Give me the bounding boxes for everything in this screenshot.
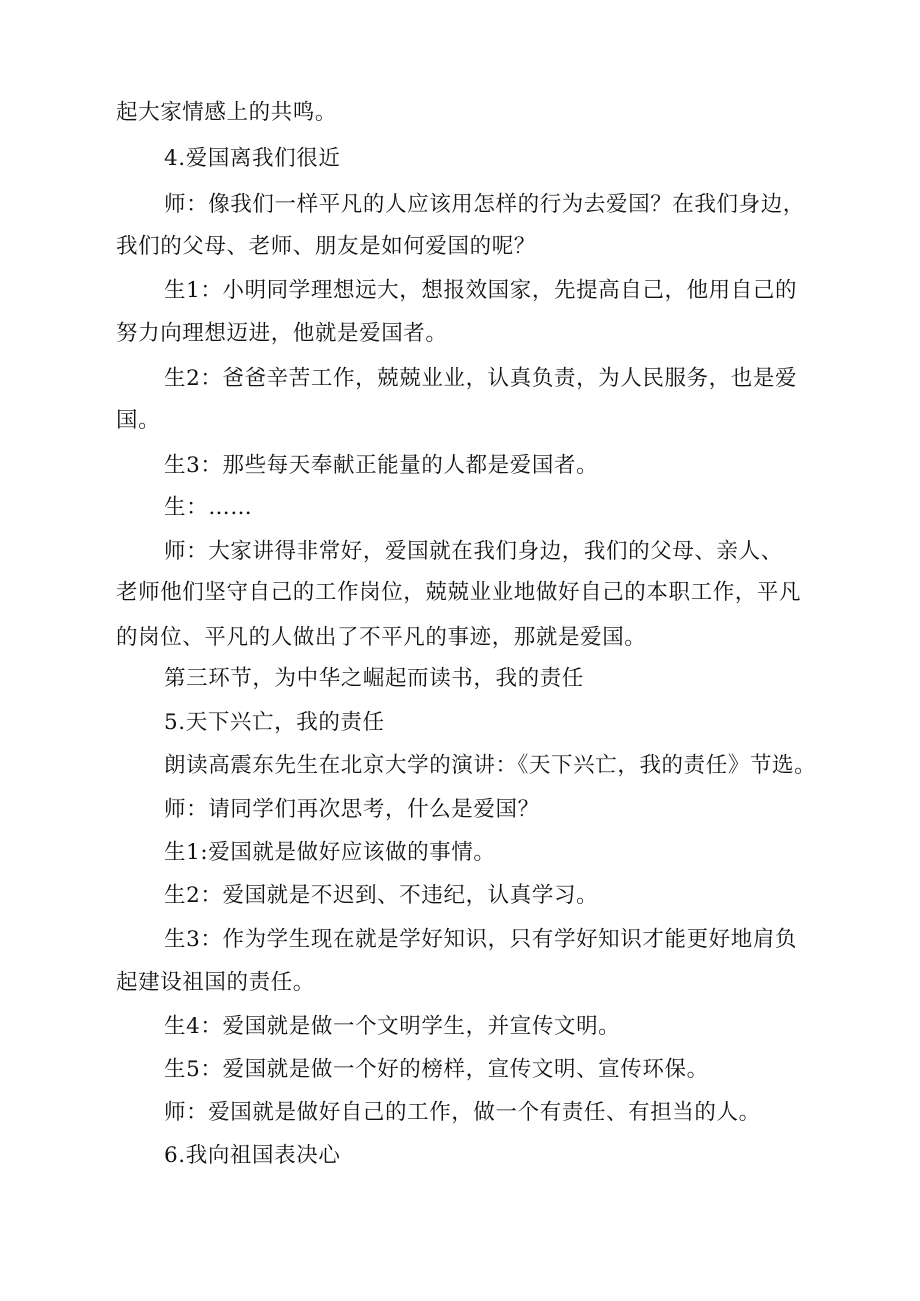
text-line: 起建设祖国的责任。: [116, 970, 315, 995]
text-line: 我们的父母、老师、朋友是如何爱国的呢？: [116, 234, 536, 259]
text-line: 生1：小明同学理想远大，想报效国家，先提高自己，他用自己的: [164, 278, 798, 303]
section-heading: 6.我向祖国表决心: [164, 1143, 341, 1168]
text-line: 生3：作为学生现在就是学好知识，只有学好知识才能更好地肩负: [164, 927, 798, 952]
text-line: 师：爱国就是做好自己的工作，做一个有责任、有担当的人。: [164, 1100, 761, 1125]
text-line: 努力向理想迈进，他就是爱国者。: [116, 321, 448, 346]
section-heading: 4.爱国离我们很近: [164, 146, 341, 171]
text-line: 生3：那些每天奉献正能量的人都是爱国者。: [164, 453, 599, 478]
text-line: 师：像我们一样平凡的人应该用怎样的行为去爱国？在我们身边，: [164, 192, 805, 217]
text-line: 生：……: [164, 495, 253, 520]
text-line: 生1:爱国就是做好应该做的事情。: [164, 840, 496, 865]
text-line: 老师他们坚守自己的工作岗位，兢兢业业地做好自己的本职工作，平凡: [116, 580, 802, 605]
text-line: 起大家情感上的共鸣。: [116, 100, 338, 125]
text-line: 国。: [116, 408, 161, 433]
text-line: 生2：爱国就是不迟到、不违纪，认真学习。: [164, 883, 599, 908]
section-heading: 第三环节，为中华之崛起而读书，我的责任: [164, 666, 584, 691]
text-line: 的岗位、平凡的人做出了不平凡的事迹，那就是爱国。: [116, 625, 647, 650]
text-line: 师：大家讲得非常好，爱国就在我们身边，我们的父母、亲人、: [164, 539, 783, 564]
section-heading: 5.天下兴亡，我的责任: [164, 710, 385, 735]
text-line: 生4：爱国就是做一个文明学生，并宣传文明。: [164, 1014, 621, 1039]
text-line: 生5：爱国就是做一个好的榜样，宣传文明、宣传环保。: [164, 1057, 709, 1082]
text-line: 朗读高震东先生在北京大学的演讲：《天下兴亡，我的责任》节选。: [164, 753, 817, 778]
text-line: 生2：爸爸辛苦工作，兢兢业业，认真负责，为人民服务，也是爱: [164, 366, 798, 391]
text-line: 师：请同学们再次思考，什么是爱国？: [164, 797, 540, 822]
